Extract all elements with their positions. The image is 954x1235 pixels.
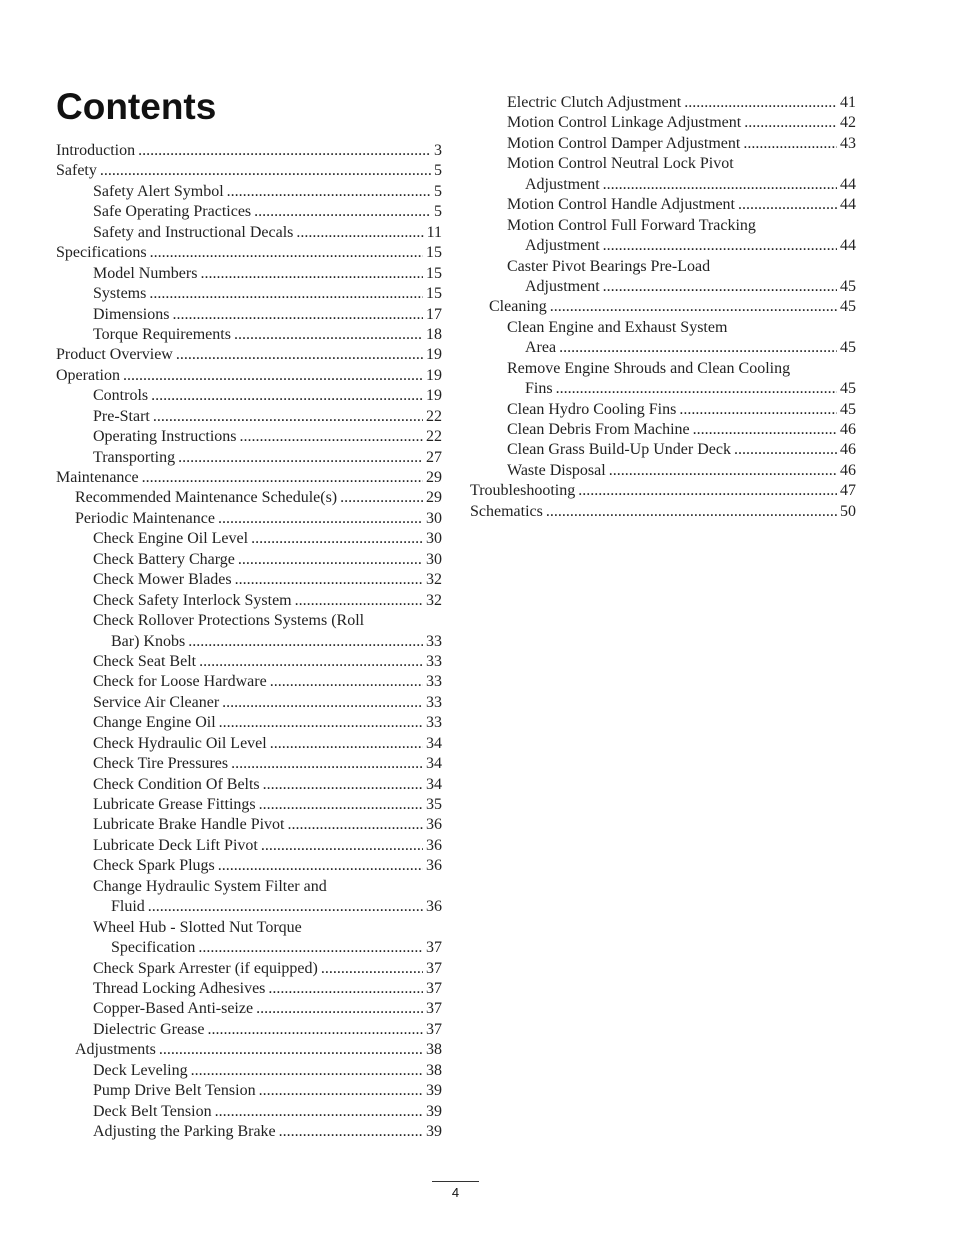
toc-entry-page: 46 <box>840 421 856 438</box>
toc-entry-page: 42 <box>840 114 856 132</box>
dot-leader <box>138 141 431 161</box>
toc-entry[interactable] <box>56 202 442 222</box>
dot-leader <box>603 175 837 195</box>
toc-entry-page: 18 <box>426 325 442 343</box>
toc-entry-title: Recommended Maintenance Schedule(s) <box>75 489 338 507</box>
toc-entry-page: 17 <box>426 305 442 323</box>
dot-leader <box>100 161 431 181</box>
toc-entry-title: Area <box>525 339 557 357</box>
dot-leader <box>603 236 837 256</box>
toc-entry-title: Safety <box>56 162 97 180</box>
toc-entry[interactable] <box>470 359 856 400</box>
dot-leader <box>235 570 423 590</box>
toc-entry-title: Check Safety Interlock System <box>93 591 292 609</box>
dot-leader <box>172 305 423 325</box>
toc-entry-page: 44 <box>840 237 856 255</box>
toc-entry-page: 39 <box>426 1102 442 1120</box>
toc-entry[interactable] <box>56 999 442 1019</box>
toc-entry-title: Clean Debris From Machine <box>507 421 690 438</box>
toc-entry-page: 45 <box>840 277 856 295</box>
toc-entry-page: 32 <box>426 571 442 589</box>
dot-leader <box>142 468 423 488</box>
toc-entry-title: Motion Control Neutral Lock Pivot <box>507 155 734 173</box>
dot-leader <box>603 277 837 297</box>
toc-entry[interactable] <box>56 1020 442 1040</box>
toc-entry-page: 45 <box>840 339 856 357</box>
page-number: 4 <box>451 1185 460 1200</box>
toc-entry-title: Adjustment <box>525 237 600 255</box>
toc-entry[interactable] <box>56 366 442 386</box>
toc-entry-page: 36 <box>426 857 442 875</box>
toc-entry-title: Adjusting the Parking Brake <box>93 1123 276 1140</box>
toc-entry-title: Check for Loose Hardware <box>93 673 267 691</box>
toc-entry[interactable] <box>56 243 442 263</box>
toc-entry-page: 19 <box>426 366 442 384</box>
toc-entry-page: 33 <box>426 632 442 650</box>
toc-entry-page: 34 <box>426 775 442 793</box>
dot-leader <box>215 1102 423 1122</box>
toc-entry[interactable] <box>56 979 442 999</box>
dot-leader <box>178 448 423 468</box>
toc-entry[interactable] <box>56 795 442 815</box>
toc-entry-page: 33 <box>426 714 442 732</box>
toc-entry[interactable] <box>56 815 442 835</box>
toc-entry-page: 36 <box>426 898 442 916</box>
toc-entry-title: Clean Grass Build-Up Under Deck <box>507 441 731 459</box>
toc-entry-page: 33 <box>426 673 442 691</box>
toc-entry-title: Motion Control Damper Adjustment <box>507 134 741 152</box>
dot-leader <box>559 338 837 358</box>
toc-entry[interactable] <box>56 1061 442 1081</box>
toc-entry-title: Fins <box>525 380 553 398</box>
toc-entry-title: Periodic Maintenance <box>75 509 215 527</box>
toc-entry-title: Torque Requirements <box>93 325 231 343</box>
toc-entry-title: Electric Clutch Adjustment <box>507 94 682 111</box>
dot-leader <box>259 795 423 815</box>
toc-entry[interactable] <box>470 134 856 154</box>
toc-entry-page: 30 <box>426 550 442 568</box>
toc-entry-title: Check Spark Plugs <box>93 857 215 875</box>
toc-entry-page: 15 <box>426 244 442 262</box>
toc-entry-page: 46 <box>840 441 856 459</box>
dot-leader <box>159 1040 423 1060</box>
dot-leader <box>231 754 423 774</box>
toc-entry[interactable] <box>56 856 442 876</box>
toc-left-column <box>56 141 442 1142</box>
toc-entry-page: 15 <box>426 285 442 303</box>
toc-entry-title: Check Spark Arrester (if equipped) <box>93 959 318 977</box>
dot-leader <box>222 693 423 713</box>
footer-rule <box>432 1181 479 1182</box>
toc-entry-page: 38 <box>426 1061 442 1079</box>
dot-leader <box>176 345 423 365</box>
toc-entry-title: Check Mower Blades <box>93 571 232 589</box>
toc-entry-page: 30 <box>426 530 442 548</box>
toc-entry-page: 5 <box>434 162 442 180</box>
toc-entry-page: 37 <box>426 1020 442 1038</box>
toc-entry-title: Specifications <box>56 244 147 262</box>
toc-entry-page: 19 <box>426 346 442 364</box>
dot-leader <box>684 93 837 113</box>
dot-leader <box>693 420 837 440</box>
toc-entry-title: Waste Disposal <box>507 461 606 479</box>
toc-entry-title: Check Condition Of Belts <box>93 775 260 793</box>
toc-entry-title: Specification <box>111 939 196 957</box>
toc-entry-title: Check Hydraulic Oil Level <box>93 734 267 752</box>
toc-entry-title: Lubricate Deck Lift Pivot <box>93 836 258 854</box>
toc-entry[interactable] <box>56 836 442 856</box>
toc-entry[interactable] <box>470 154 856 195</box>
toc-entry-title: Check Tire Pressures <box>93 755 229 773</box>
toc-entry-title: Adjustment <box>525 175 600 193</box>
toc-entry-title: Change Hydraulic System Filter and <box>93 877 327 895</box>
toc-entry-title: Pump Drive Belt Tension <box>93 1082 256 1100</box>
toc-entry-title: Model Numbers <box>93 264 198 282</box>
dot-leader <box>240 427 423 447</box>
toc-entry[interactable] <box>56 550 442 570</box>
toc-entry[interactable] <box>470 461 856 481</box>
toc-entry-title: Safety and Instructional Decals <box>93 223 294 241</box>
toc-entry[interactable] <box>56 1040 442 1060</box>
dot-leader <box>578 481 837 501</box>
toc-entry[interactable] <box>470 216 856 257</box>
toc-right-column <box>470 93 856 522</box>
dot-leader <box>199 652 423 672</box>
toc-entry-page: 36 <box>426 816 442 834</box>
dot-leader <box>546 502 837 522</box>
toc-entry[interactable] <box>470 93 856 113</box>
toc-entry-page: 22 <box>426 428 442 446</box>
toc-entry-title: Pre-Start <box>93 407 150 425</box>
toc-entry-page: 36 <box>426 836 442 854</box>
toc-entry-title: Check Rollover Protections Systems (Roll <box>93 612 365 630</box>
toc-entry-page: 37 <box>426 939 442 957</box>
dot-leader <box>288 815 424 835</box>
toc-entry[interactable] <box>56 918 442 959</box>
toc-entry-page: 38 <box>426 1041 442 1059</box>
dot-leader <box>340 488 423 508</box>
toc-entry-title: Safe Operating Practices <box>93 203 252 221</box>
toc-entry-page: 34 <box>426 734 442 752</box>
dot-leader <box>234 325 423 345</box>
toc-entry-page: 30 <box>426 509 442 527</box>
toc-entry[interactable] <box>470 440 856 460</box>
toc-entry-title: Transporting <box>93 448 176 466</box>
toc-entry[interactable] <box>56 1102 442 1122</box>
dot-leader <box>151 386 423 406</box>
toc-entry-title: Motion Control Handle Adjustment <box>507 196 735 214</box>
toc-entry[interactable] <box>56 161 442 181</box>
toc-entry[interactable] <box>56 182 442 202</box>
toc-entry[interactable] <box>56 448 442 468</box>
dot-leader <box>270 672 423 692</box>
dot-leader <box>191 1061 423 1081</box>
toc-entry-page: 37 <box>426 979 442 997</box>
toc-entry-title: Operating Instructions <box>93 428 237 446</box>
toc-entry-title: Motion Control Linkage Adjustment <box>507 114 742 132</box>
toc-entry[interactable] <box>470 481 856 501</box>
dot-leader <box>321 959 423 979</box>
toc-entry-title: Bar) Knobs <box>111 632 186 650</box>
toc-entry[interactable] <box>56 529 442 549</box>
toc-entry[interactable] <box>470 297 856 317</box>
toc-entry[interactable] <box>56 264 442 284</box>
dot-leader <box>263 775 423 795</box>
toc-entry-page: 15 <box>426 264 442 282</box>
dot-leader <box>198 938 423 958</box>
toc-entry[interactable] <box>56 325 442 345</box>
toc-entry[interactable] <box>56 305 442 325</box>
toc-entry[interactable] <box>56 223 442 243</box>
toc-entry-title: Schematics <box>470 502 543 520</box>
toc-entry-page: 29 <box>426 469 442 486</box>
toc-entry[interactable] <box>56 427 442 447</box>
page-title: Contents <box>56 86 217 127</box>
toc-entry-title: Cleaning <box>489 298 547 316</box>
toc-entry-page: 3 <box>434 142 442 159</box>
toc-entry-title: Caster Pivot Bearings Pre-Load <box>507 257 711 275</box>
dot-leader <box>734 440 837 460</box>
toc-entry-page: 44 <box>840 175 856 193</box>
toc-entry-title: Product Overview <box>56 346 173 364</box>
dot-leader <box>744 113 837 133</box>
toc-entry-title: Deck Leveling <box>93 1061 188 1079</box>
toc-entry-page: 5 <box>434 182 442 200</box>
toc-entry[interactable] <box>470 257 856 298</box>
toc-entry[interactable] <box>56 284 442 304</box>
toc-entry[interactable] <box>56 611 442 652</box>
toc-entry[interactable] <box>56 1081 442 1101</box>
toc-entry-title: Check Battery Charge <box>93 550 235 568</box>
dot-leader <box>268 979 423 999</box>
toc-entry-title: Fluid <box>111 898 145 916</box>
dot-leader <box>261 836 423 856</box>
dot-leader <box>149 284 423 304</box>
toc-entry[interactable] <box>56 141 442 161</box>
toc-entry-title: Change Engine Oil <box>93 714 216 732</box>
toc-entry[interactable] <box>56 959 442 979</box>
dot-leader <box>279 1122 423 1142</box>
toc-entry-page: 33 <box>426 693 442 711</box>
dot-leader <box>296 223 423 243</box>
dot-leader <box>679 400 837 420</box>
dot-leader <box>188 632 423 652</box>
toc-entry-page: 41 <box>840 94 856 111</box>
toc-entry-page: 44 <box>840 196 856 214</box>
toc-entry[interactable] <box>56 734 442 754</box>
toc-entry-page: 47 <box>840 482 856 500</box>
toc-entry-page: 37 <box>426 959 442 977</box>
toc-entry-title: Wheel Hub - Slotted Nut Torque <box>93 918 302 936</box>
toc-entry-page: 32 <box>426 591 442 609</box>
toc-entry-title: Deck Belt Tension <box>93 1102 212 1120</box>
toc-entry-page: 5 <box>434 203 442 221</box>
toc-entry-title: Controls <box>93 387 149 405</box>
dot-leader <box>150 243 423 263</box>
toc-entry[interactable] <box>56 693 442 713</box>
toc-entry[interactable] <box>56 488 442 508</box>
toc-entry[interactable] <box>470 318 856 359</box>
toc-entry[interactable] <box>470 400 856 420</box>
toc-entry-title: Operation <box>56 366 120 384</box>
dot-leader <box>207 1020 423 1040</box>
toc-entry-title: Motion Control Full Forward Tracking <box>507 216 756 234</box>
toc-entry[interactable] <box>56 877 442 918</box>
toc-entry[interactable] <box>56 509 442 529</box>
dot-leader <box>743 134 837 154</box>
dot-leader <box>251 529 423 549</box>
toc-entry-page: 29 <box>426 489 442 507</box>
dot-leader <box>609 461 837 481</box>
toc-entry-title: Service Air Cleaner <box>93 693 220 711</box>
toc-entry-page: 50 <box>840 502 856 520</box>
dot-leader <box>556 379 837 399</box>
dot-leader <box>148 897 423 917</box>
toc-entry-title: Dielectric Grease <box>93 1020 205 1038</box>
toc-entry-page: 37 <box>426 1000 442 1018</box>
toc-entry-title: Adjustment <box>525 277 600 295</box>
toc-entry-title: Remove Engine Shrouds and Clean Cooling <box>507 359 791 377</box>
toc-entry-title: Systems <box>93 285 147 303</box>
dot-leader <box>295 591 423 611</box>
toc-entry-title: Clean Hydro Cooling Fins <box>507 400 677 418</box>
toc-entry-title: Check Seat Belt <box>93 652 197 670</box>
dot-leader <box>219 713 423 733</box>
dot-leader <box>256 999 423 1019</box>
toc-entry[interactable] <box>56 468 442 488</box>
dot-leader <box>218 856 423 876</box>
toc-entry-title: Dimensions <box>93 305 170 323</box>
dot-leader <box>218 509 423 529</box>
toc-entry-title: Safety Alert Symbol <box>93 182 224 200</box>
toc-entry[interactable] <box>56 775 442 795</box>
toc-entry-title: Check Engine Oil Level <box>93 530 249 548</box>
dot-leader <box>270 734 423 754</box>
toc-entry[interactable] <box>470 113 856 133</box>
toc-entry[interactable] <box>56 754 442 774</box>
toc-entry[interactable] <box>56 1122 442 1142</box>
toc-entry-title: Clean Engine and Exhaust System <box>507 318 728 336</box>
toc-entry-page: 19 <box>426 387 442 405</box>
toc-entry-title: Maintenance <box>56 469 139 486</box>
dot-leader <box>259 1081 423 1101</box>
dot-leader <box>550 297 837 317</box>
toc-entry-title: Lubricate Brake Handle Pivot <box>93 816 285 834</box>
toc-entry-page: 22 <box>426 407 442 425</box>
toc-entry[interactable] <box>470 195 856 215</box>
toc-entry-page: 39 <box>426 1082 442 1100</box>
toc-entry-page: 34 <box>426 755 442 773</box>
toc-entry[interactable] <box>470 420 856 440</box>
toc-entry[interactable] <box>56 713 442 733</box>
toc-entry-title: Thread Locking Adhesives <box>93 979 266 997</box>
toc-entry[interactable] <box>56 345 442 365</box>
toc-entry[interactable] <box>470 502 856 522</box>
toc-entry[interactable] <box>56 672 442 692</box>
dot-leader <box>123 366 423 386</box>
toc-entry-page: 11 <box>426 223 442 241</box>
dot-leader <box>227 182 431 202</box>
dot-leader <box>738 195 837 215</box>
dot-leader <box>254 202 431 222</box>
toc-entry-page: 46 <box>840 461 856 479</box>
toc-entry-page: 45 <box>840 380 856 398</box>
toc-entry-title: Adjustments <box>75 1041 156 1059</box>
toc-entry-title: Troubleshooting <box>470 482 576 500</box>
toc-entry-page: 35 <box>426 796 442 813</box>
toc-entry[interactable] <box>56 591 442 611</box>
toc-entry-page: 33 <box>426 652 442 670</box>
toc-entry-page: 45 <box>840 298 856 316</box>
toc-entry-page: 27 <box>426 448 442 466</box>
toc-entry-title: Introduction <box>56 142 136 159</box>
toc-entry[interactable] <box>56 652 442 672</box>
dot-leader <box>200 264 423 284</box>
toc-entry-page: 43 <box>840 134 856 152</box>
toc-entry-title: Lubricate Grease Fittings <box>93 796 256 813</box>
toc-entry-page: 39 <box>426 1123 442 1140</box>
toc-entry[interactable] <box>56 407 442 427</box>
toc-entry[interactable] <box>56 570 442 590</box>
dot-leader <box>153 407 423 427</box>
toc-entry[interactable] <box>56 386 442 406</box>
dot-leader <box>238 550 423 570</box>
toc-entry-title: Copper-Based Anti-seize <box>93 1000 254 1018</box>
toc-entry-page: 45 <box>840 400 856 418</box>
